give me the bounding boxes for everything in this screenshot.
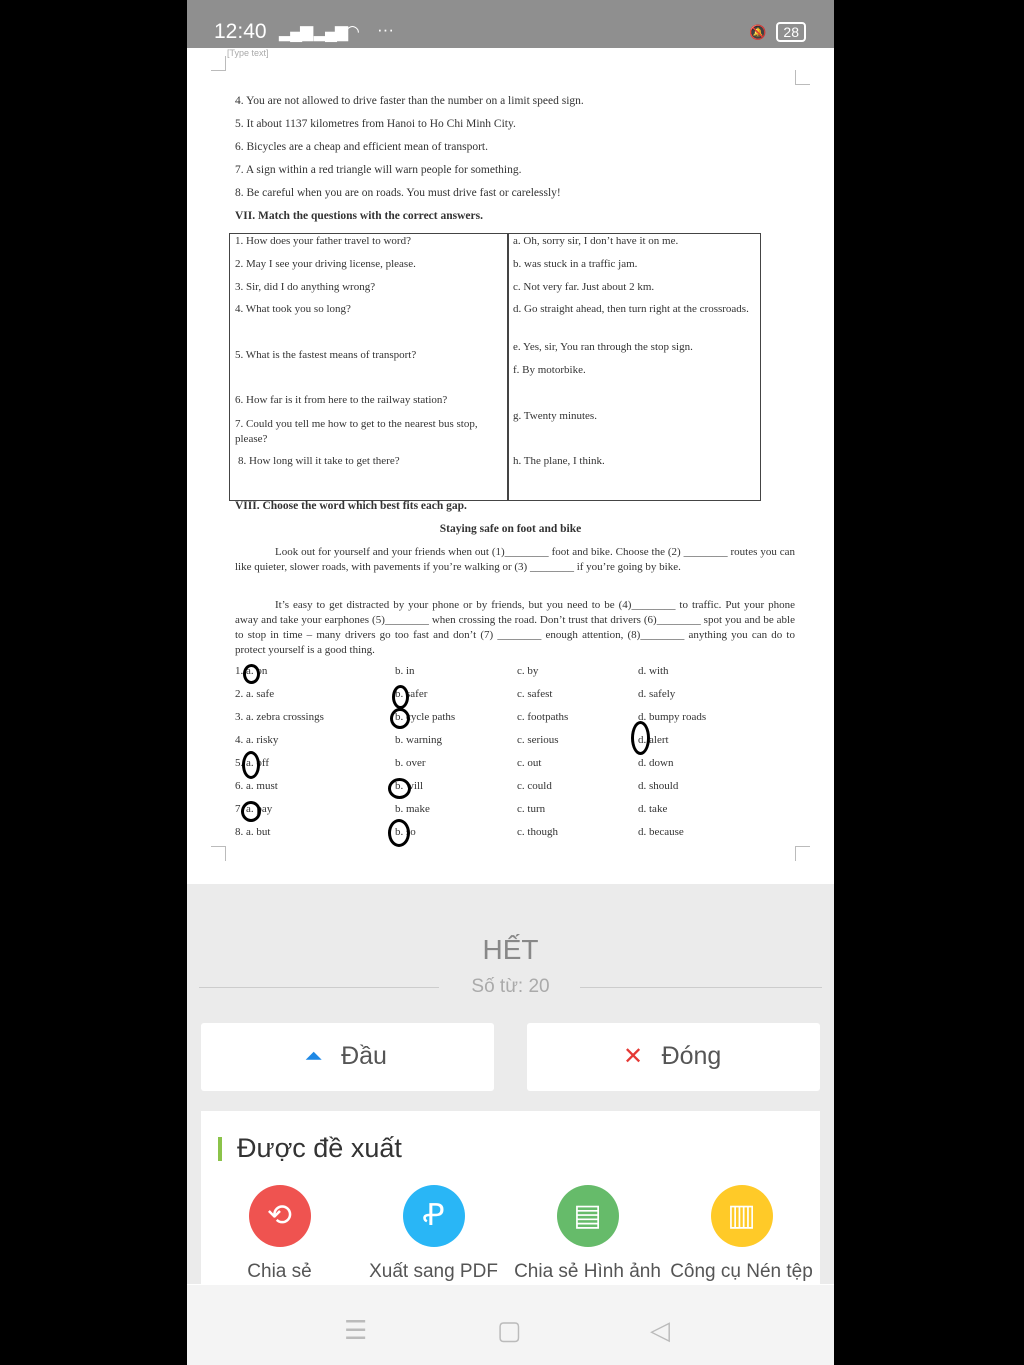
option-choice: c. though: [517, 826, 558, 838]
answer-cell: f. By motorbike.: [513, 364, 586, 376]
question-cell: 8. How long will it take to get there?: [238, 455, 400, 467]
option-choice: c. serious: [517, 734, 559, 746]
option-choice: d. down: [638, 757, 674, 769]
close-label: Đóng: [661, 1042, 722, 1070]
option-choice: b. in: [395, 665, 415, 677]
end-label: HẾT: [482, 934, 539, 965]
option-choice: 6. a. must: [235, 780, 278, 792]
share-icon: ⟲: [249, 1185, 311, 1247]
go-to-start-label: Đầu: [341, 1042, 387, 1070]
option-choice: d. with: [638, 665, 669, 677]
handwritten-circle: [242, 751, 260, 779]
close-icon: ✕: [623, 1043, 644, 1070]
option-choice: c. footpaths: [517, 711, 569, 723]
tool-share-image[interactable]: [510, 1185, 665, 1283]
back-icon[interactable]: ◁: [650, 1315, 670, 1345]
question-cell: 4. What took you so long?: [235, 303, 351, 315]
arrow-top-icon: ⏶: [305, 1043, 323, 1069]
option-choice: 3. a. zebra crossings: [235, 711, 324, 723]
pdf-icon: Ꝓ: [403, 1185, 465, 1247]
page-corner-mark: [795, 70, 810, 85]
section-accent-bar: [218, 1137, 222, 1161]
tool-compress[interactable]: [664, 1185, 819, 1283]
document-page[interactable]: [187, 48, 834, 884]
signal-icon: ▂▄▆ ▂▄▆: [279, 22, 347, 41]
status-right: [749, 22, 806, 42]
close-button[interactable]: [527, 1023, 820, 1091]
wifi-icon: ◠: [345, 22, 360, 41]
section-7-title: VII. Match the questions with the correct answers.: [235, 210, 483, 222]
question-cell: 7. Could you tell me how to get to the nearest bus stop, please?: [235, 418, 478, 445]
suggested-section: [201, 1111, 820, 1291]
tool-export-pdf[interactable]: [356, 1185, 511, 1283]
handwritten-circle: [241, 801, 261, 822]
exercise-line: 6. Bicycles are a cheap and efficient mean of transport.: [235, 141, 488, 153]
handwritten-circle: [390, 708, 410, 729]
passage-title: Staying safe on foot and bike: [439, 523, 582, 535]
exercise-line: 8. Be careful when you are on roads. You must drive fast or carelessly!: [235, 187, 561, 199]
option-choice: b. will: [395, 780, 424, 792]
option-choice: b. so: [395, 826, 416, 838]
battery-icon: 28: [776, 22, 806, 42]
option-choice: 8. a. but: [235, 826, 271, 838]
question-cell: 5. What is the fastest means of transport?: [235, 349, 417, 361]
option-choice: c. could: [517, 780, 552, 792]
header-placeholder: [Type text]: [227, 48, 269, 58]
option-choice: d. take: [638, 803, 668, 815]
end-panel: [187, 884, 834, 1284]
passage-paragraph: Look out for yourself and your friends when out (1)________ foot and bike. Choose the (2) ________ routes you can like quieter, slower roads, with pavements if you’re walking or (3) ________ if you’re going by bike.: [235, 546, 795, 573]
table-divider: [507, 234, 509, 500]
answer-cell: e. Yes, sir, You ran through the stop sign.: [513, 341, 693, 353]
option-choice: b. over: [395, 757, 426, 769]
go-to-start-button[interactable]: [201, 1023, 494, 1091]
system-nav-bar: [187, 1285, 834, 1365]
image-share-icon: ▤: [557, 1185, 619, 1247]
option-choice: d. alert: [638, 734, 669, 746]
tool-label: Công cụ Nén tệp: [670, 1261, 813, 1282]
handwritten-circle: [388, 819, 410, 847]
tool-share[interactable]: [202, 1185, 357, 1283]
page-corner-mark: [211, 56, 226, 71]
option-choice: 5. a. off: [235, 757, 270, 769]
option-choice: c. turn: [517, 803, 546, 815]
handwritten-circle: [388, 778, 411, 799]
answer-cell: g. Twenty minutes.: [513, 410, 597, 422]
option-choice: b. cycle paths: [395, 711, 456, 723]
tool-label: Xuất sang PDF: [369, 1261, 498, 1282]
suggested-title: Được đề xuất: [237, 1133, 402, 1163]
option-choice: b. safer: [395, 688, 428, 700]
answer-cell: c. Not very far. Just about 2 km.: [513, 281, 655, 293]
exercise-line: 7. A sign within a red triangle will warn people for something.: [235, 164, 522, 176]
answer-cell: a. Oh, sorry sir, I don’t have it on me.: [513, 235, 679, 247]
tool-label: Chia sẻ: [247, 1261, 312, 1282]
mute-icon: 🔕: [749, 24, 767, 40]
compress-icon: ▥: [711, 1185, 773, 1247]
option-choice: c. out: [517, 757, 542, 769]
exercise-line: 4. You are not allowed to drive faster than the number on a limit speed sign.: [235, 95, 584, 107]
option-choice: d. should: [638, 780, 679, 792]
option-choice: d. because: [638, 826, 684, 838]
question-cell: 6. How far is it from here to the railway station?: [235, 394, 448, 406]
handwritten-circle: [243, 664, 260, 684]
status-time: 12:40: [214, 20, 267, 43]
exercise-line: 5. It about 1137 kilometres from Hanoi to Ho Chi Minh City.: [235, 118, 516, 130]
question-cell: 1. How does your father travel to word?: [235, 235, 411, 247]
passage-paragraph: It’s easy to get distracted by your phone or by friends, but you need to be (4)________ to traffic. Put your phone away and take your earphones (5)________ when crossing the road. Don’t trust that drivers (6)________ spot you and be able to stop in time – many drivers go too fast and don’t (7) ________ enough attention, (8)________ anything you can do to protect yourself is a good thing.: [235, 599, 795, 656]
option-choice: b. warning: [395, 734, 443, 746]
word-count: Số từ: 20: [471, 976, 550, 997]
option-choice: c. safest: [517, 688, 553, 700]
matching-table: [229, 233, 761, 501]
home-icon[interactable]: ▢: [497, 1315, 522, 1345]
phone-screen: [187, 0, 834, 1365]
page-corner-mark: [211, 846, 226, 861]
option-choice: d. safely: [638, 688, 676, 700]
menu-icon[interactable]: ☰: [344, 1315, 368, 1345]
answer-cell: d. Go straight ahead, then turn right at the crossroads.: [513, 303, 749, 315]
question-cell: 3. Sir, did I do anything wrong?: [235, 281, 376, 293]
question-cell: 2. May I see your driving license, please.: [235, 258, 416, 270]
option-choice: d. bumpy roads: [638, 711, 707, 723]
answer-cell: h. The plane, I think.: [513, 455, 605, 467]
handwritten-circle: [631, 721, 650, 755]
option-choice: 4. a. risky: [235, 734, 279, 746]
handwritten-circle: [392, 685, 409, 709]
option-choice: b. make: [395, 803, 430, 815]
tool-label: Chia sẻ Hình ảnh: [514, 1261, 661, 1282]
option-choice: 1. a. on: [235, 665, 268, 677]
section-8-title: VIII. Choose the word which best fits each gap.: [235, 500, 467, 512]
status-bar: [187, 0, 834, 48]
answer-cell: b. was stuck in a traffic jam.: [513, 258, 638, 270]
option-choice: 2. a. safe: [235, 688, 275, 700]
option-choice: c. by: [517, 665, 539, 677]
more-indicator: ···: [377, 20, 394, 39]
option-choice: 7. a. pay: [235, 803, 273, 815]
page-corner-mark: [795, 846, 810, 861]
